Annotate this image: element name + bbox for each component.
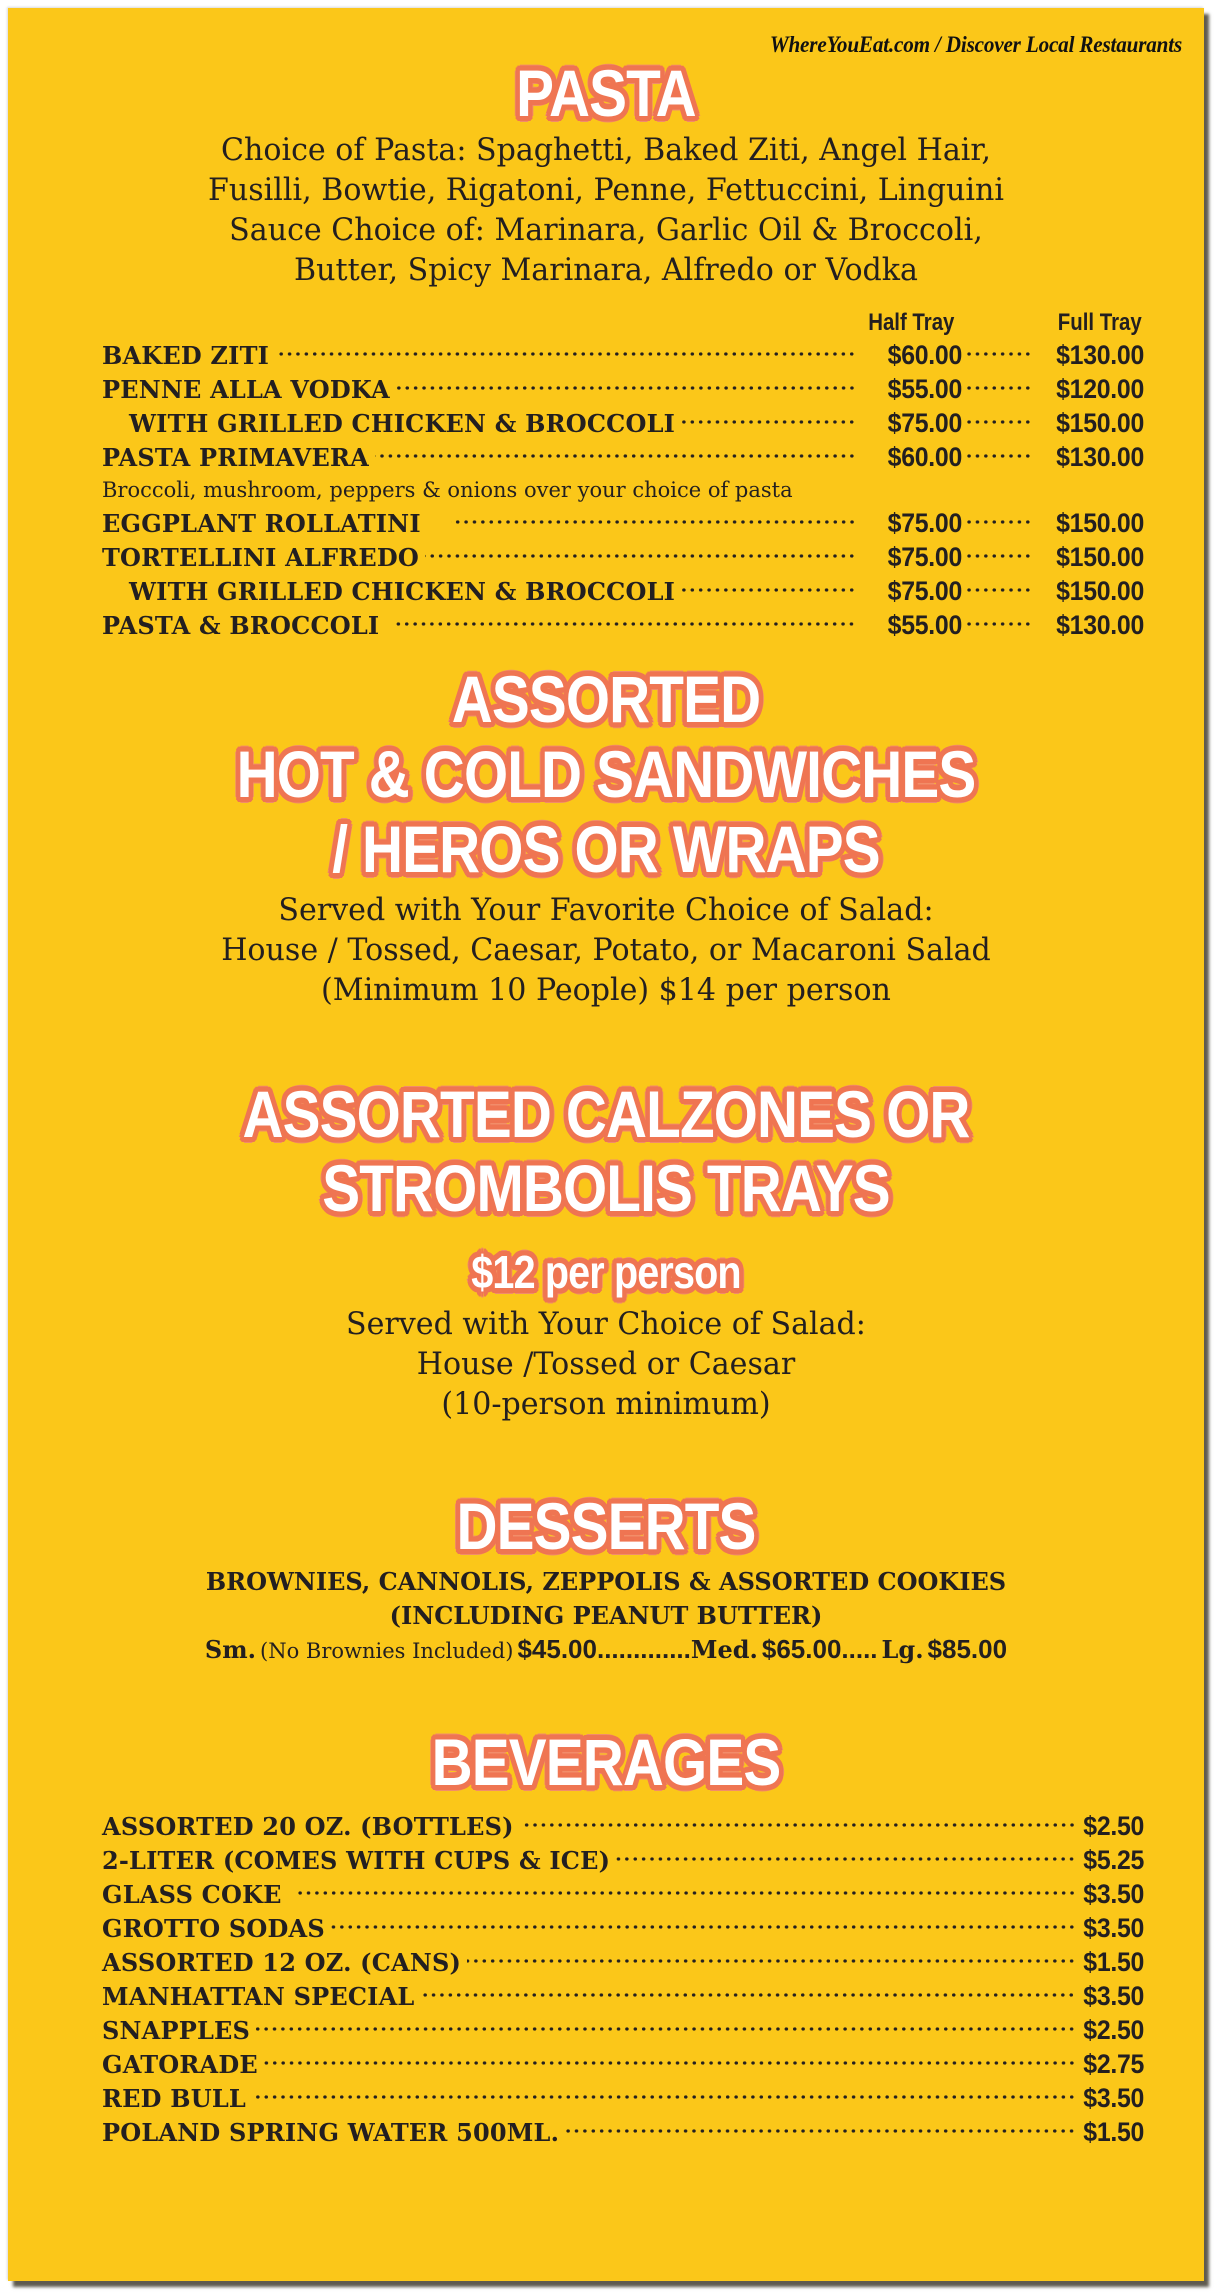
beverage-row (102, 2043, 1144, 2079)
half-tray-price: $60.00 (887, 442, 962, 472)
dot-leader (966, 402, 1032, 432)
desserts-items-line: (INCLUDING PEANUT BUTTER) (389, 1601, 823, 1630)
calzones-description-line: (10-person minimum) (441, 1386, 771, 1422)
full-tray-price: $130.00 (1056, 610, 1144, 640)
menu-item-row (102, 368, 1144, 404)
dot-leader (331, 1907, 1076, 1937)
small-size-label: Sm. (204, 1635, 256, 1664)
calzones-description-line: House /Tossed or Caesar (416, 1346, 796, 1382)
large-size-label: Lg. (881, 1635, 924, 1664)
sandwiches-description-line: Served with Your Favorite Choice of Salad: (278, 892, 934, 928)
half-tray-column-header: Half Tray (867, 309, 954, 336)
sandwiches-description-line: (Minimum 10 People) $14 per person (321, 972, 891, 1008)
item-name: ASSORTED 12 OZ. (CANS) (102, 1948, 462, 1977)
beverage-row (102, 1839, 1144, 1875)
beverage-row (102, 2111, 1144, 2147)
beverage-row (102, 1805, 1144, 1841)
pasta-description-line: Fusilli, Bowtie, Rigatoni, Penne, Fettuccini, Linguini (208, 172, 1004, 208)
menu-panel (8, 8, 1204, 2281)
sandwiches-description-line: House / Tossed, Caesar, Potato, or Macaroni Salad (221, 932, 991, 968)
beverage-row (102, 1975, 1144, 2011)
menu-item-row (102, 502, 1144, 538)
dot-leader (966, 334, 1032, 364)
dot-leader (681, 402, 856, 432)
beverage-row (102, 2077, 1144, 2113)
calzones-heading-line: STROMBOLIS TRAYS (322, 1151, 890, 1225)
full-tray-price: $150.00 (1056, 508, 1144, 538)
dot-leader (467, 1941, 1076, 1971)
dot-leader (966, 604, 1032, 634)
menu-item-row (102, 436, 1144, 472)
pasta-description-line: Sauce Choice of: Marinara, Garlic Oil & Broccoli, (229, 212, 983, 248)
calzones-heading-line: ASSORTED CALZONES OR (242, 1077, 970, 1151)
dot-leader (451, 502, 856, 532)
item-price: $2.50 (1083, 1811, 1144, 1841)
sandwiches-heading-line: / HEROS OR WRAPS (332, 812, 880, 886)
dot-leader (966, 502, 1032, 532)
item-name: SNAPPLES (102, 2016, 251, 2045)
item-price: $1.50 (1083, 1947, 1144, 1977)
item-name: GLASS COKE (102, 1880, 282, 1909)
dot-leader (616, 1839, 1076, 1869)
full-tray-price: $150.00 (1056, 408, 1144, 438)
desserts-size-prices (8, 1636, 1204, 1662)
half-tray-price: $55.00 (887, 610, 962, 640)
item-name: 2-LITER (COMES WITH CUPS & ICE) (102, 1846, 611, 1875)
pasta-heading: PASTA (516, 56, 696, 130)
dot-leader (966, 436, 1032, 466)
dot-leader (520, 1805, 1076, 1835)
pasta-description-line: Butter, Spicy Marinara, Alfredo or Vodka (294, 252, 918, 288)
item-price: $3.50 (1083, 1879, 1144, 1909)
medium-size-price: $65.00 (761, 1634, 842, 1664)
item-name: RED BULL (102, 2084, 246, 2113)
item-name: WITH GRILLED CHICKEN & BROCCOLI (129, 577, 676, 606)
item-name: ASSORTED 20 OZ. (BOTTLES) (102, 1812, 514, 1841)
item-name: BAKED ZITI (102, 341, 270, 370)
dot-leader (252, 2077, 1076, 2107)
dot-leader (966, 368, 1032, 398)
item-price: $3.50 (1083, 1981, 1144, 2011)
dot-leader (425, 536, 856, 566)
dot-leader (256, 2009, 1076, 2039)
item-name: POLAND SPRING WATER 500ML. (102, 2118, 560, 2147)
menu-item-row (102, 536, 1144, 572)
half-tray-price: $55.00 (887, 374, 962, 404)
item-name: GROTTO SODAS (102, 1914, 325, 1943)
beverage-row (102, 1873, 1144, 1909)
item-price: $2.50 (1083, 2015, 1144, 2045)
full-tray-column-header: Full Tray (1058, 309, 1142, 336)
dot-leader (296, 1873, 1076, 1903)
sandwiches-heading-line: HOT & COLD SANDWICHES (236, 737, 976, 811)
item-name: PASTA PRIMAVERA (102, 443, 369, 472)
item-price: $2.75 (1083, 2049, 1144, 2079)
beverage-row (102, 2009, 1144, 2045)
dot-leader (275, 334, 856, 364)
item-name: PENNE ALLA VODKA (102, 375, 390, 404)
half-tray-price: $60.00 (887, 340, 962, 370)
full-tray-price: $120.00 (1056, 374, 1144, 404)
menu-item-row (102, 402, 1144, 438)
half-tray-price: $75.00 (887, 576, 962, 606)
item-name: PASTA & BROCCOLI (102, 611, 380, 640)
beverage-row (102, 1941, 1144, 1977)
item-price: $3.50 (1083, 2083, 1144, 2113)
item-price: $1.50 (1083, 2117, 1144, 2147)
menu-item-row (102, 334, 1144, 370)
site-tagline: WhereYouEat.com / Discover Local Restaurants (769, 32, 1182, 57)
dot-leader (420, 1975, 1075, 2005)
large-size-price: $85.00 (927, 1634, 1008, 1664)
dot-leader (375, 436, 856, 466)
half-tray-price: $75.00 (887, 542, 962, 572)
calzones-price: $12 per person (471, 1246, 741, 1298)
item-name: EGGPLANT ROLLATINI (102, 509, 421, 538)
item-price: $5.25 (1083, 1845, 1144, 1875)
full-tray-price: $150.00 (1056, 576, 1144, 606)
dot-leader (565, 2111, 1076, 2141)
half-tray-price: $75.00 (887, 508, 962, 538)
calzones-description-line: Served with Your Choice of Salad: (346, 1306, 866, 1342)
desserts-heading: DESSERTS (456, 1489, 756, 1563)
item-name: MANHATTAN SPECIAL (102, 1982, 415, 2011)
sandwiches-heading-line: ASSORTED (451, 662, 761, 736)
dot-leader (966, 536, 1032, 566)
item-name: TORTELLINI ALFREDO (102, 543, 420, 572)
primavera-note: Broccoli, mushroom, peppers & onions over your choice of pasta (102, 478, 793, 502)
dot-leader (396, 368, 856, 398)
item-price: $3.50 (1083, 1913, 1144, 1943)
dot-leader: ............. (596, 1634, 691, 1664)
full-tray-price: $130.00 (1056, 442, 1144, 472)
menu-item-row (102, 604, 1144, 640)
small-size-note: (No Brownies Included) (260, 1639, 514, 1663)
full-tray-price: $130.00 (1056, 340, 1144, 370)
dot-leader (393, 604, 856, 634)
dot-leader (966, 570, 1032, 600)
medium-size-label: Med. (690, 1635, 758, 1664)
item-name: WITH GRILLED CHICKEN & BROCCOLI (129, 409, 676, 438)
dot-leader (681, 570, 856, 600)
menu-item-row (102, 570, 1144, 606)
desserts-items-line: BROWNIES, CANNOLIS, ZEPPOLIS & ASSORTED COOKIES (205, 1567, 1007, 1596)
beverages-heading: BEVERAGES (431, 1725, 781, 1799)
full-tray-price: $150.00 (1056, 542, 1144, 572)
beverage-row (102, 1907, 1144, 1943)
small-size-price: $45.00 (517, 1634, 597, 1664)
dot-leader (264, 2043, 1076, 2073)
half-tray-price: $75.00 (887, 408, 962, 438)
item-name: GATORADE (102, 2050, 258, 2079)
dot-leader: ..... (841, 1634, 878, 1664)
pasta-description-line: Choice of Pasta: Spaghetti, Baked Ziti, Angel Hair, (221, 132, 991, 168)
